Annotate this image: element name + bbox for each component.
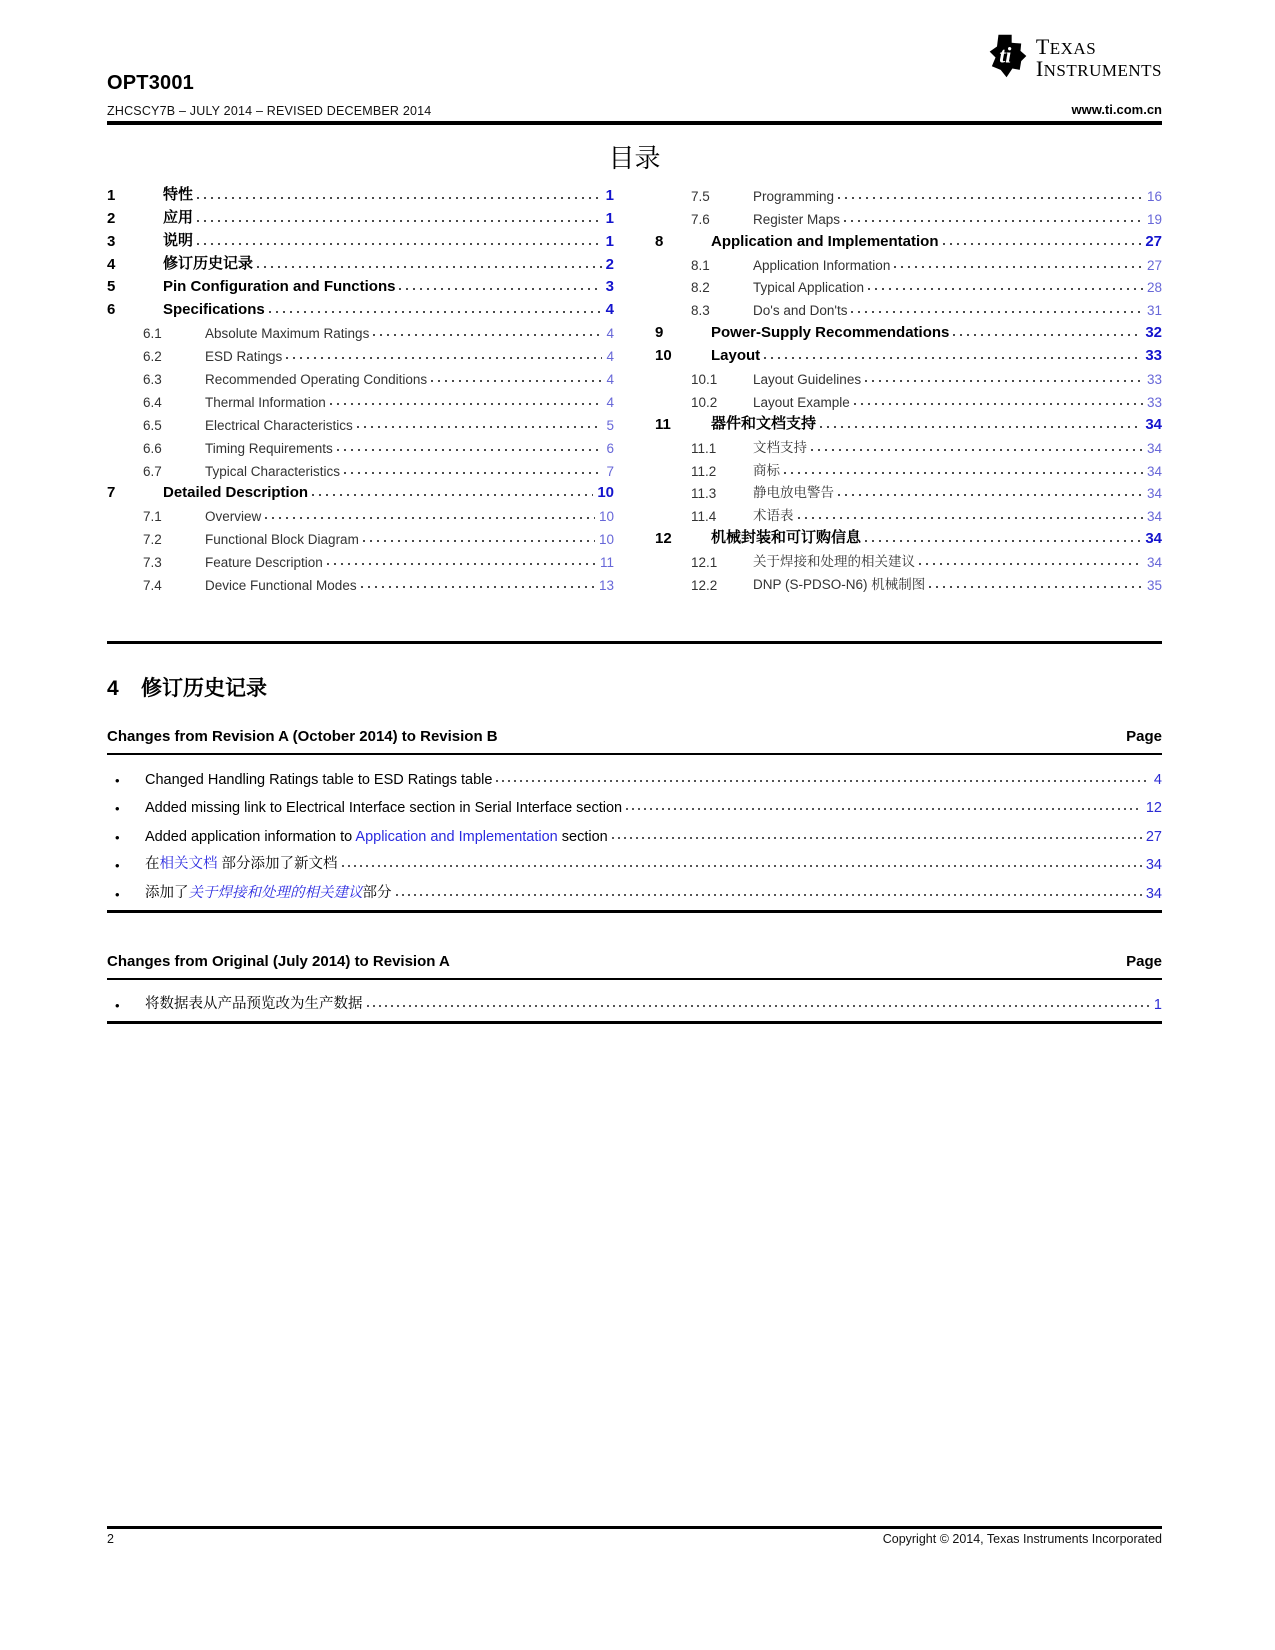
website-link[interactable]: www.ti.com.cn [1071, 102, 1162, 117]
toc-entry-label: Typical Characteristics [205, 463, 341, 479]
dot-leader [265, 517, 595, 519]
toc-entry-label: 机械封装和可订购信息 [711, 529, 862, 547]
revision-list-item [107, 845, 1162, 874]
revision-table-header [107, 953, 1162, 978]
toc-entry-label: 说明 [163, 231, 194, 249]
toc-entry-number: 8.3 [691, 303, 710, 319]
revision-text-segment: 部分添加了新文档 [217, 856, 338, 873]
bullet-icon: • [115, 801, 120, 817]
dot-leader [953, 334, 1141, 336]
revision-text-segment: 部分 [362, 884, 392, 901]
footer-copyright: Copyright © 2014, Texas Instruments Incorporated [882, 1532, 1162, 1546]
toc-entry-label: 关于焊接和处理的相关建议 [753, 554, 915, 570]
toc-entry[interactable] [655, 273, 1162, 296]
revision-list-item [107, 788, 1162, 817]
dot-leader [784, 472, 1143, 474]
dot-leader [367, 1005, 1150, 1007]
toc-entry-page-link[interactable]: 33 [1145, 347, 1162, 365]
toc-entry-label: Device Functional Modes [205, 578, 357, 594]
revision-item-page-link[interactable]: 12 [1145, 800, 1162, 817]
toc-entry-page-link[interactable]: 34 [1145, 415, 1162, 433]
dot-leader [612, 837, 1142, 839]
brand-line-instruments: INSTRUMENTS [1035, 56, 1162, 82]
dot-leader [854, 403, 1143, 405]
dot-leader [373, 334, 602, 336]
revision-list-item [107, 759, 1162, 788]
toc-entry-label: DNP (S-PDSO-N6) 机械制图 [753, 577, 926, 593]
revision-text-segment: 在 [145, 856, 160, 873]
dot-leader [496, 780, 1150, 782]
toc-entry-page-link[interactable]: 10 [598, 532, 614, 548]
toc-entry-page-link[interactable]: 34 [1146, 555, 1162, 571]
ti-bug-icon [986, 30, 1030, 82]
toc-entry-number: 6.5 [143, 417, 162, 433]
toc-entry-label: 文档支持 [753, 439, 807, 455]
toc-entry[interactable] [107, 456, 614, 479]
toc-entry[interactable] [107, 479, 614, 502]
dot-leader [820, 426, 1141, 428]
toc-entry[interactable] [655, 227, 1162, 250]
toc-entry[interactable] [655, 501, 1162, 524]
toc-entry[interactable] [107, 181, 614, 204]
toc-entry-page-link[interactable]: 2 [605, 255, 614, 273]
dot-leader [342, 865, 1142, 867]
revision-item-text [145, 829, 608, 845]
toc-entry-label: 商标 [753, 462, 780, 478]
bullet-icon: • [115, 772, 120, 788]
toc-entry-page-link[interactable]: 34 [1146, 486, 1162, 502]
dot-leader [361, 586, 595, 588]
toc-entry-number: 11.1 [691, 440, 717, 456]
revision-item-text [145, 992, 363, 1013]
dot-leader [337, 449, 603, 451]
revision-item-page-link[interactable]: 34 [1145, 857, 1162, 874]
dot-leader [838, 494, 1143, 496]
revision-item-text [145, 800, 622, 816]
toc-entry-page-link[interactable]: 34 [1145, 530, 1162, 548]
toc-entry-number: 7.3 [143, 555, 162, 571]
toc-entry-label: Power-Supply Recommendations [711, 324, 950, 342]
revision-item-list [107, 755, 1162, 902]
toc-entry-label: Timing Requirements [205, 440, 333, 456]
toc-entry[interactable] [655, 295, 1162, 318]
toc-entry-number: 12.1 [691, 555, 718, 571]
toc-entry-label: 静电放电警告 [753, 485, 834, 501]
toc-entry-number: 7.2 [143, 532, 162, 548]
svg-text:ti: ti [999, 42, 1012, 68]
footer-rule [107, 1526, 1162, 1529]
dot-leader [399, 288, 601, 290]
toc-entry-number: 6.1 [143, 326, 162, 342]
dot-leader [919, 563, 1143, 565]
toc-entry-page-link[interactable]: 5 [606, 417, 614, 433]
toc-entry-page-link[interactable]: 11 [599, 555, 614, 571]
revision-item-list [107, 980, 1162, 1013]
revision-table-page-label: Page [1126, 728, 1162, 745]
toc-entry-number: 6.3 [143, 372, 162, 388]
toc-entry[interactable] [107, 250, 614, 273]
toc-entry-number: 6 [107, 301, 116, 319]
toc-entry-page-link[interactable]: 33 [1146, 394, 1162, 410]
toc-entry-number: 7.6 [691, 211, 710, 227]
toc-entry-label: Layout Example [753, 394, 850, 410]
toc-entry-page-link[interactable]: 6 [606, 440, 614, 456]
revision-item-text [145, 772, 492, 788]
toc-entry[interactable] [107, 273, 614, 296]
dot-leader [344, 472, 602, 474]
revision-section-title: 修订历史记录 [141, 675, 267, 700]
revision-item-page-link[interactable]: 1 [1153, 996, 1162, 1013]
table-of-contents [107, 181, 1162, 593]
revision-table-a-to-b [107, 728, 1162, 913]
toc-entry-number: 2 [107, 209, 116, 227]
toc-entry[interactable] [655, 318, 1162, 341]
toc-entry-label: Pin Configuration and Functions [163, 278, 396, 296]
toc-entry-page-link[interactable]: 10 [597, 484, 614, 502]
toc-entry-number: 11.4 [691, 509, 717, 525]
toc-bottom-rule [107, 641, 1162, 644]
toc-entry-label: Register Maps [753, 211, 841, 227]
toc-entry-number: 12 [655, 530, 672, 548]
toc-entry-number: 10.2 [691, 394, 718, 410]
toc-entry[interactable] [655, 524, 1162, 547]
toc-entry-label: 应用 [163, 208, 194, 226]
toc-entry-label: Typical Application [753, 280, 865, 296]
revision-inline-link[interactable]: 相关文档 [159, 856, 218, 873]
toc-entry-page-link[interactable]: 32 [1145, 324, 1162, 342]
footer-page-number: 2 [107, 1532, 114, 1546]
dot-leader [838, 197, 1143, 199]
toc-entry-number: 7.1 [143, 509, 162, 525]
toc-entry[interactable] [655, 387, 1162, 410]
toc-entry-number: 7 [107, 484, 116, 502]
toc-entry-label: ESD Ratings [205, 349, 283, 365]
dot-leader [312, 494, 593, 496]
toc-entry[interactable] [107, 410, 614, 433]
toc-entry-number: 11.3 [691, 486, 717, 502]
toc-entry-label: Application and Implementation [711, 232, 939, 250]
revision-section-number: 4 [107, 677, 119, 700]
toc-entry-number: 10.1 [691, 372, 718, 388]
toc-entry-page-link[interactable]: 34 [1146, 440, 1162, 456]
toc-entry-number: 11 [655, 415, 671, 433]
toc-entry-page-link[interactable]: 27 [1146, 257, 1162, 273]
dot-leader [330, 403, 603, 405]
toc-entry[interactable] [107, 364, 614, 387]
revision-text-segment: Added missing link to Electrical Interface section in Serial Interface section [145, 800, 623, 817]
revision-inline-link[interactable]: 关于焊接和处理的相关建议 [188, 884, 363, 901]
dot-leader [626, 808, 1142, 810]
toc-entry[interactable] [107, 318, 614, 341]
toc-entry[interactable] [107, 501, 614, 524]
toc-entry[interactable] [655, 181, 1162, 204]
toc-entry-page-link[interactable]: 35 [1146, 578, 1162, 594]
revision-text-segment: Added application information to [145, 828, 356, 845]
dot-leader [363, 540, 595, 542]
toc-entry[interactable] [107, 547, 614, 570]
toc-entry-page-link[interactable]: 4 [606, 326, 614, 342]
revision-item-text [145, 881, 392, 902]
dot-leader [764, 357, 1141, 359]
toc-entry-label: Detailed Description [163, 484, 309, 502]
toc-entry-label: Electrical Characteristics [205, 417, 353, 433]
toc-entry-label: 术语表 [753, 508, 794, 524]
toc-entry-label: 器件和文档支持 [711, 414, 817, 432]
toc-entry-label: Do's and Don'ts [753, 303, 848, 319]
revision-text-segment: section [557, 828, 608, 845]
toc-entry-page-link[interactable]: 27 [1145, 232, 1162, 250]
toc-entry[interactable] [107, 524, 614, 547]
toc-entry-label: Layout [711, 347, 761, 365]
dot-leader [269, 311, 602, 313]
toc-entry-page-link[interactable]: 31 [1146, 303, 1162, 319]
toc-entry-label: Absolute Maximum Ratings [205, 326, 370, 342]
dot-leader [811, 449, 1143, 451]
toc-entry-page-link[interactable]: 7 [606, 463, 614, 479]
toc-entry-page-link[interactable]: 1 [605, 232, 614, 250]
bullet-icon: • [115, 886, 120, 902]
part-number: OPT3001 [107, 72, 195, 94]
toc-entry-page-link[interactable]: 4 [606, 372, 614, 388]
toc-right-column [655, 181, 1162, 593]
revision-item-text [145, 852, 338, 873]
revision-table-heading: Changes from Original (July 2014) to Revision A [107, 953, 450, 970]
toc-entry-page-link[interactable]: 4 [606, 394, 614, 410]
toc-entry-number: 7.4 [143, 578, 162, 594]
toc-entry-label: Programming [753, 188, 835, 204]
toc-entry[interactable] [107, 295, 614, 318]
toc-entry-label: Functional Block Diagram [205, 532, 359, 548]
toc-entry[interactable] [655, 456, 1162, 479]
toc-entry-page-link[interactable]: 28 [1146, 280, 1162, 296]
toc-entry[interactable] [107, 570, 614, 593]
dot-leader [894, 266, 1143, 268]
revision-bottom-rule [107, 1021, 1162, 1024]
dot-leader [943, 243, 1142, 245]
dot-leader [929, 586, 1143, 588]
toc-entry-page-link[interactable]: 4 [606, 349, 614, 365]
revision-list-item [107, 816, 1162, 845]
toc-entry-number: 10 [655, 347, 672, 365]
revision-list-item [107, 873, 1162, 902]
toc-entry[interactable] [107, 341, 614, 364]
revision-item-page-link[interactable]: 4 [1153, 771, 1162, 788]
toc-entry-label: Specifications [163, 301, 265, 319]
toc-entry-label: Thermal Information [205, 394, 326, 410]
toc-entry-page-link[interactable]: 13 [598, 578, 614, 594]
toc-entry-page-link[interactable]: 19 [1146, 211, 1162, 227]
dot-leader [865, 380, 1143, 382]
toc-entry[interactable] [107, 387, 614, 410]
bullet-icon: • [115, 858, 120, 874]
toc-entry-label: Application Information [753, 257, 891, 273]
toc-entry[interactable] [655, 341, 1162, 364]
toc-entry[interactable] [655, 570, 1162, 593]
toc-entry-page-link[interactable]: 1 [605, 209, 614, 227]
toc-entry-page-link[interactable]: 16 [1146, 188, 1162, 204]
toc-entry-label: Recommended Operating Conditions [205, 372, 428, 388]
toc-entry-label: Overview [205, 509, 262, 525]
toc-entry-label: Layout Guidelines [753, 372, 862, 388]
dot-leader [197, 243, 602, 245]
revision-table-orig-to-a [107, 953, 1162, 1024]
toc-entry-label: 修订历史记录 [163, 254, 254, 272]
dot-leader [327, 563, 596, 565]
toc-entry[interactable] [655, 364, 1162, 387]
dot-leader [357, 426, 603, 428]
toc-entry-page-link[interactable]: 4 [605, 301, 614, 319]
toc-entry[interactable] [655, 433, 1162, 456]
revision-table-header [107, 728, 1162, 753]
bullet-icon: • [115, 997, 120, 1013]
revision-text-segment: Changed Handling Ratings table to ESD Ratings table [145, 771, 493, 788]
toc-entry-label: Feature Description [205, 555, 323, 571]
revision-item-page-link[interactable]: 34 [1145, 885, 1162, 902]
brand-line-texas: TEXAS [1035, 34, 1097, 59]
dot-leader [865, 540, 1141, 542]
header-rule [107, 121, 1162, 125]
toc-entry-page-link[interactable]: 33 [1146, 372, 1162, 388]
revision-text-segment: 将数据表从产品预览改为生产数据 [145, 995, 363, 1012]
toc-entry[interactable] [107, 204, 614, 227]
toc-entry-page-link[interactable]: 10 [598, 509, 614, 525]
dot-leader [286, 357, 602, 359]
toc-entry[interactable] [655, 250, 1162, 273]
toc-entry-number: 8.2 [691, 280, 710, 296]
toc-entry-number: 8 [655, 232, 664, 250]
toc-entry-number: 3 [107, 232, 116, 250]
toc-entry[interactable] [655, 547, 1162, 570]
toc-entry-number: 7.5 [691, 188, 710, 204]
dot-leader [197, 220, 602, 222]
dot-leader [851, 311, 1143, 313]
revision-list-item [107, 984, 1162, 1013]
toc-entry-number: 9 [655, 324, 664, 342]
toc-entry-page-link[interactable]: 3 [605, 278, 614, 296]
toc-entry-number: 11.2 [691, 463, 717, 479]
revision-bottom-rule [107, 910, 1162, 913]
toc-entry-number: 6.6 [143, 440, 162, 456]
toc-entry-number: 4 [107, 255, 116, 273]
toc-title: 目录 [608, 144, 661, 174]
toc-left-column [107, 181, 614, 593]
revision-table-page-label: Page [1126, 953, 1162, 970]
dot-leader [868, 288, 1143, 290]
revision-inline-link[interactable]: Application and Implementation [355, 828, 558, 845]
toc-entry-label: 特性 [163, 185, 194, 203]
dot-leader [798, 517, 1143, 519]
bullet-icon: • [115, 829, 120, 845]
toc-entry-number: 12.2 [691, 578, 718, 594]
doc-revision-line: ZHCSCY7B – JULY 2014 – REVISED DECEMBER 2014 [107, 104, 432, 118]
toc-entry-number: 6.2 [143, 349, 162, 365]
revision-history-heading [107, 672, 267, 702]
dot-leader [257, 266, 602, 268]
toc-entry[interactable] [655, 410, 1162, 433]
toc-entry[interactable] [107, 433, 614, 456]
footer [107, 1532, 1162, 1546]
toc-entry[interactable] [655, 204, 1162, 227]
dot-leader [396, 894, 1142, 896]
dot-leader [844, 220, 1143, 222]
toc-entry[interactable] [655, 479, 1162, 502]
toc-entry[interactable] [107, 227, 614, 250]
toc-entry-number: 8.1 [691, 257, 710, 273]
toc-entry-number: 1 [107, 186, 116, 204]
ti-brand-text [1036, 36, 1162, 81]
revision-item-page-link[interactable]: 27 [1145, 828, 1162, 845]
revision-table-heading: Changes from Revision A (October 2014) to Revision B [107, 728, 498, 745]
dot-leader [197, 197, 602, 199]
toc-entry-page-link[interactable]: 1 [605, 186, 614, 204]
toc-entry-number: 6.4 [143, 394, 162, 410]
toc-entry-page-link[interactable]: 34 [1146, 509, 1162, 525]
dot-leader [431, 380, 602, 382]
toc-entry-number: 6.7 [143, 463, 162, 479]
revision-text-segment: 添加了 [145, 884, 189, 901]
toc-entry-number: 5 [107, 278, 116, 296]
toc-entry-page-link[interactable]: 34 [1146, 463, 1162, 479]
ti-logo [986, 30, 1162, 82]
